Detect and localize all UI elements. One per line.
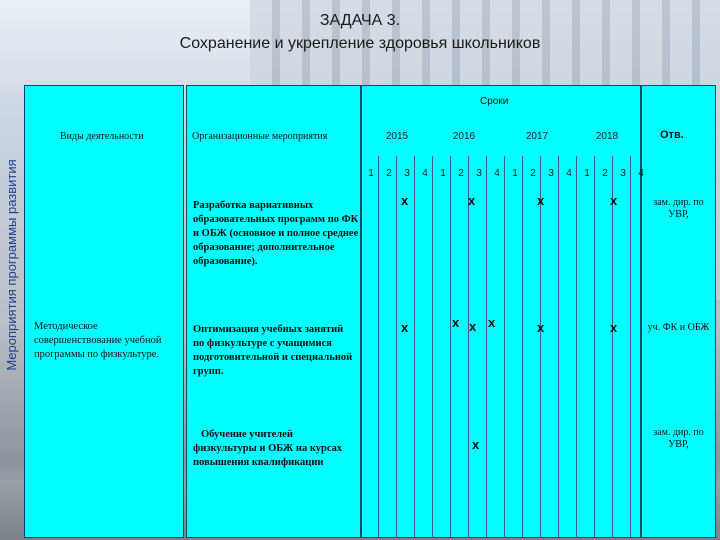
quarter-label: 4 [422,168,428,179]
schedule-mark: x [610,320,618,335]
side-label: Мероприятия программы развития [4,159,19,371]
responsible-text: зам. дир. по УВР, [653,427,704,450]
grid-line [540,156,541,538]
schedule-mark: x [488,315,496,330]
measure-text: Разработка вариативных образовательных программ по ФК и ОБЖ (основное и полное среднее образование; дополнительное образование). [193,200,359,267]
grid-line [522,156,523,538]
grid-line [504,156,505,538]
schedule-mark: x [472,437,480,452]
quarter-label: 2 [458,168,464,179]
panel-activity [24,85,184,538]
quarter-label: 1 [368,168,374,179]
grid-line [396,156,397,538]
header-measures: Организационные мероприятия [192,131,328,142]
year-label: 2015 [385,131,409,142]
grid-line [612,156,613,538]
grid-line [594,156,595,538]
grid-line [486,156,487,538]
grid-line [414,156,415,538]
schedule-mark: x [468,193,476,208]
schedule-mark: x [401,193,409,208]
panel-responsible [641,85,716,538]
quarter-label: 4 [494,168,500,179]
quarter-label: 1 [584,168,590,179]
year-label: 2017 [525,131,549,142]
quarter-label: 4 [566,168,572,179]
quarter-label: 2 [386,168,392,179]
responsible-text: уч. ФК и ОБЖ [647,322,710,333]
quarter-label: 3 [476,168,482,179]
grid-line [558,156,559,538]
responsible-text: зам. дир. по УВР, [653,197,704,220]
grid-line [378,156,379,538]
header-activity: Виды деятельности [60,131,144,142]
slide-subtitle: Сохранение и укрепление здоровья школьников [179,35,541,52]
quarter-label: 1 [440,168,446,179]
header-responsible: Отв. [660,129,684,141]
quarter-label: 4 [638,168,644,179]
slide-title: ЗАДАЧА 3. [319,12,401,29]
grid-line [576,156,577,538]
header-sroki: Сроки [480,96,509,107]
grid-line [432,156,433,538]
schedule-mark: x [469,319,477,334]
year-label: 2018 [595,131,619,142]
schedule-mark: x [537,320,545,335]
quarter-label: 2 [602,168,608,179]
grid-line [468,156,469,538]
grid-line [630,156,631,538]
quarter-label: 3 [548,168,554,179]
quarter-label: 1 [512,168,518,179]
schedule-mark: x [401,320,409,335]
panel-measures [186,85,361,538]
measure-text: Обучение учителей физкультуры и ОБЖ на курсах повышения квалификации [193,429,343,468]
grid-line [450,156,451,538]
panel-timeline [361,85,641,538]
quarter-label: 3 [620,168,626,179]
measure-text: Оптимизация учебных занятий по физкультуре с учащимися подготовительной и специальной групп. [193,324,353,377]
schedule-mark: x [537,193,545,208]
schedule-mark: x [452,315,460,330]
activity-text: Методическое совершенствование учебной программы по физкультуре. [34,321,162,360]
quarter-label: 2 [530,168,536,179]
year-label: 2016 [452,131,476,142]
quarter-label: 3 [404,168,410,179]
schedule-mark: x [610,193,618,208]
